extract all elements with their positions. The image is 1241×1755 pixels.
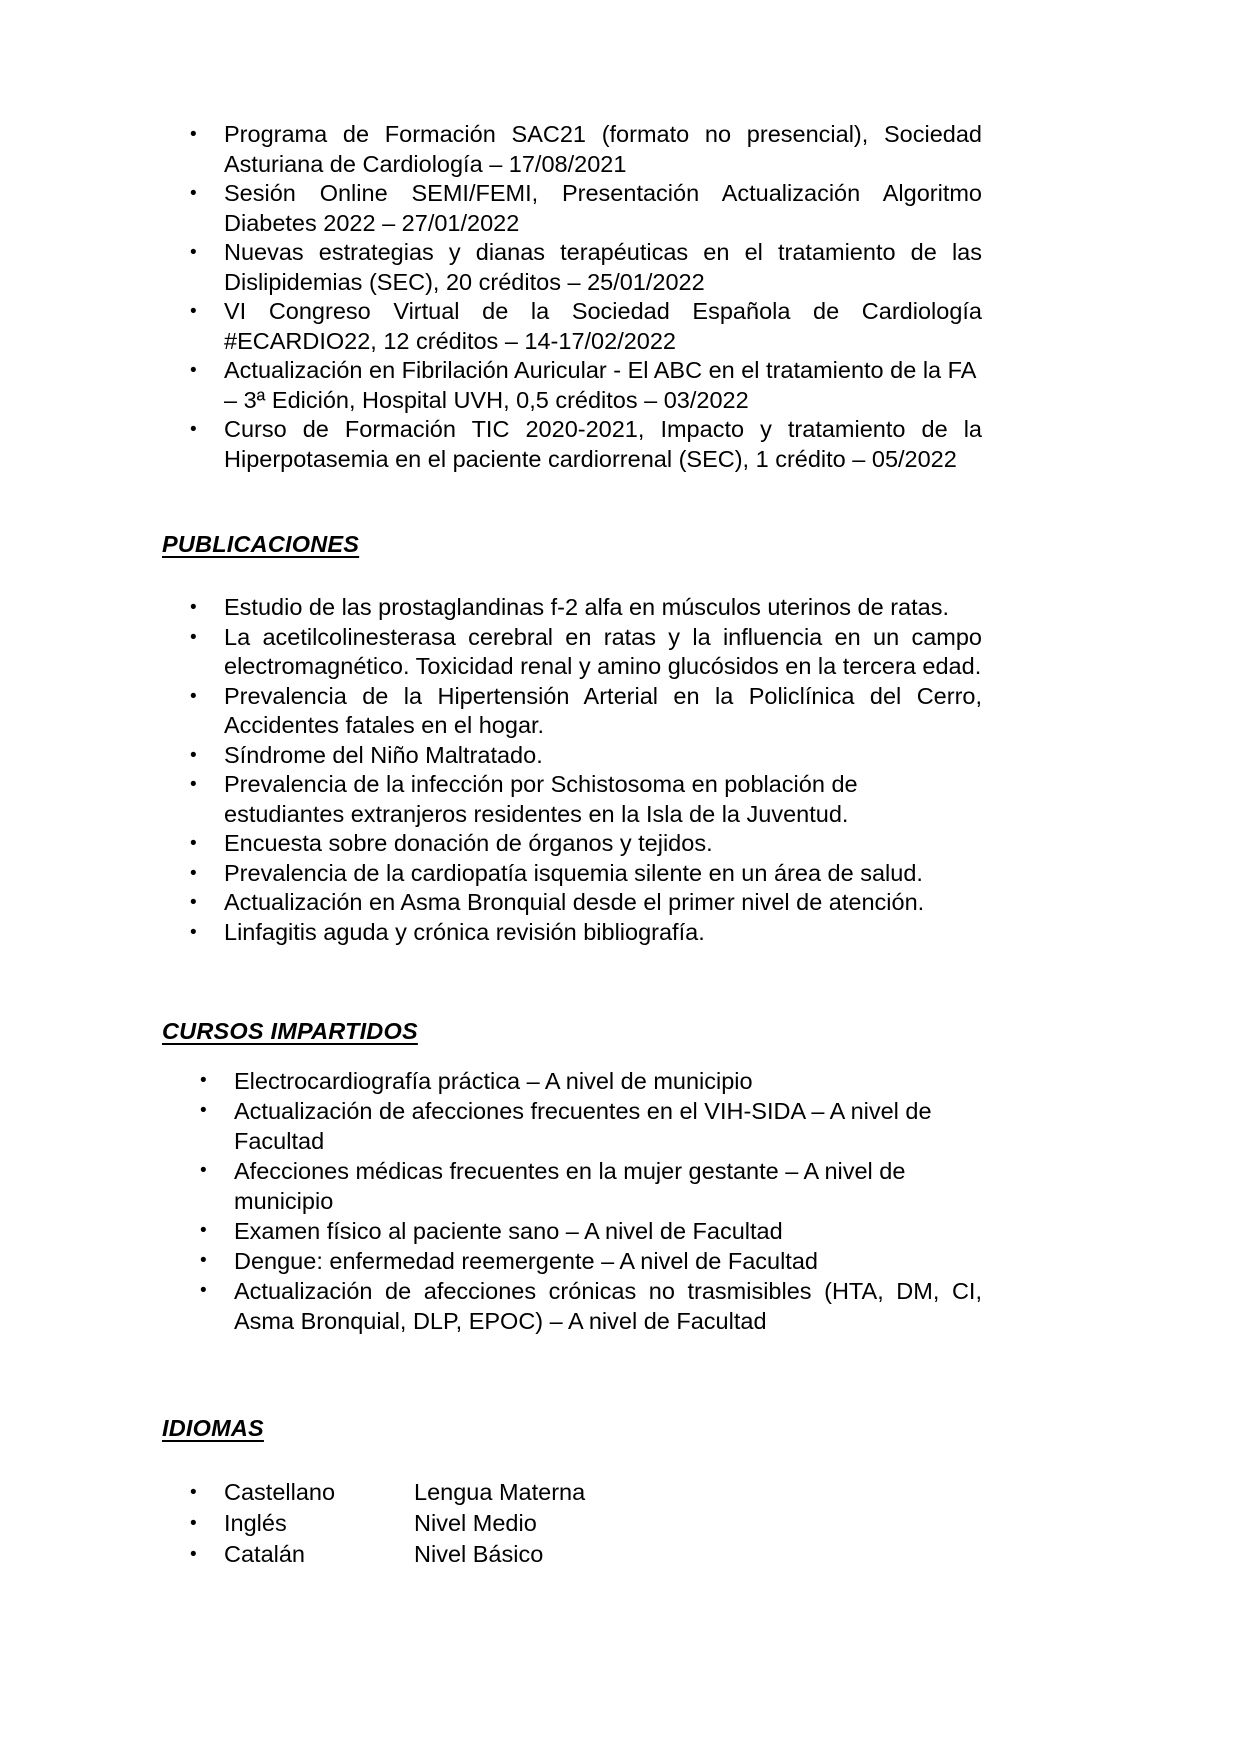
spacer — [162, 1443, 982, 1477]
list-item: • Linfagitis aguda y crónica revisión bibliografía. — [162, 918, 982, 948]
publicaciones-list — [162, 593, 982, 947]
language-name: Catalán — [224, 1541, 305, 1567]
list-item: • Actualización de afecciones frecuentes en el VIH-SIDA – A nivel de Facultad — [162, 1096, 982, 1156]
list-item: • Actualización en Fibrilación Auricular - El ABC en el tratamiento de la FA – 3ª Edición, Hospital UVH, 0,5 créditos – 03/2022 — [162, 356, 982, 415]
cursos-impartidos-list — [162, 1066, 982, 1336]
language-level: Nivel Medio — [414, 1510, 537, 1536]
spacer — [162, 1046, 982, 1066]
list-item: • Estudio de las prostaglandinas f-2 alfa en músculos uterinos de ratas. — [162, 593, 982, 623]
idiomas-list — [162, 1477, 982, 1570]
list-item: • Prevalencia de la infección por Schistosoma en población de estudiantes extranjeros residentes en la Isla de la Juventud. — [162, 770, 982, 829]
list-item — [162, 1539, 982, 1570]
section-heading-cursos-impartidos: CURSOS IMPARTIDOS — [162, 1018, 418, 1044]
list-item: • Actualización en Asma Bronquial desde el primer nivel de atención. — [162, 888, 982, 918]
spacer — [162, 947, 982, 1017]
list-item: • Programa de Formación SAC21 (formato no presencial), Sociedad Asturiana de Cardiología – 17/08/2021 — [162, 120, 982, 179]
list-item: • Curso de Formación TIC 2020-2021, Impacto y tratamiento de la Hiperpotasemia en el paciente cardiorrenal (SEC), 1 crédito – 05/2022 — [162, 415, 982, 474]
spacer — [162, 1336, 982, 1414]
list-item — [162, 1477, 982, 1508]
list-item: • Nuevas estrategias y dianas terapéuticas en el tratamiento de las Dislipidemias (SEC), 20 créditos – 25/01/2022 — [162, 238, 982, 297]
language-name: Castellano — [224, 1479, 336, 1505]
formacion-list — [162, 120, 982, 474]
list-item: • Actualización de afecciones crónicas no trasmisibles (HTA, DM, CI, Asma Bronquial, DLP, EPOC) – A nivel de Facultad — [162, 1276, 982, 1336]
list-item: • Electrocardiografía práctica – A nivel de municipio — [162, 1066, 982, 1096]
list-item: • Dengue: enfermedad reemergente – A nivel de Facultad — [162, 1246, 982, 1276]
list-item: • Examen físico al paciente sano – A nivel de Facultad — [162, 1216, 982, 1246]
spacer — [162, 559, 982, 593]
list-item: • Prevalencia de la Hipertensión Arterial en la Policlínica del Cerro, Accidentes fatales en el hogar. — [162, 682, 982, 741]
spacer — [162, 474, 982, 530]
list-item: • VI Congreso Virtual de la Sociedad Española de Cardiología #ECARDIO22, 12 créditos – 14-17/02/2022 — [162, 297, 982, 356]
list-item: • Afecciones médicas frecuentes en la mujer gestante – A nivel de municipio — [162, 1156, 982, 1216]
page-content — [162, 120, 982, 1570]
list-item: • La acetilcolinesterasa cerebral en ratas y la influencia en un campo electromagnético. Toxicidad renal y amino glucósidos en la tercera edad. — [162, 623, 982, 682]
list-item: • Sesión Online SEMI/FEMI, Presentación Actualización Algoritmo Diabetes 2022 – 27/01/2022 — [162, 179, 982, 238]
list-item: • Encuesta sobre donación de órganos y tejidos. — [162, 829, 982, 859]
language-level: Nivel Básico — [414, 1541, 544, 1567]
language-level: Lengua Materna — [414, 1479, 586, 1505]
section-heading-publicaciones: PUBLICACIONES — [162, 531, 360, 557]
list-item — [162, 1508, 982, 1539]
list-item: • Síndrome del Niño Maltratado. — [162, 741, 982, 771]
language-name: Inglés — [224, 1510, 287, 1536]
list-item: • Prevalencia de la cardiopatía isquemia silente en un área de salud. — [162, 859, 982, 889]
section-heading-idiomas: IDIOMAS — [162, 1415, 264, 1441]
